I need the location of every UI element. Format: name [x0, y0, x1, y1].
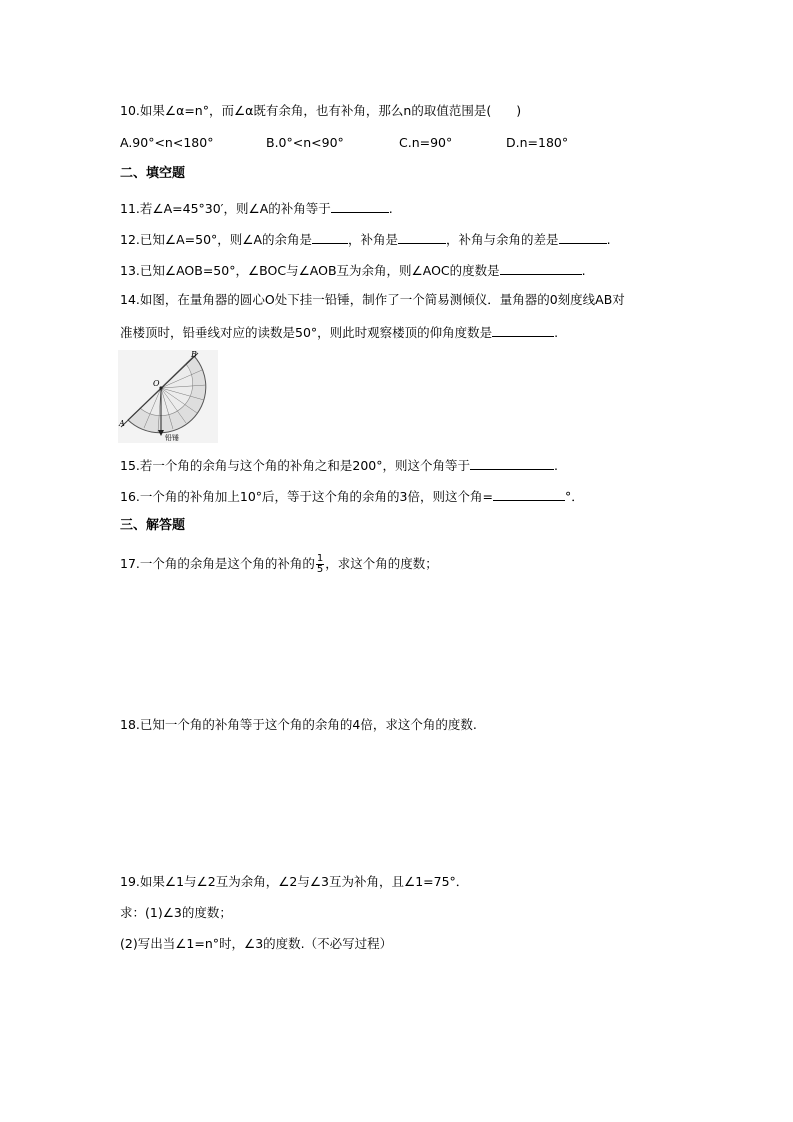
fraction-denominator: 5 — [316, 564, 324, 575]
question-18: 18.已知一个角的补角等于这个角的余角的4倍，求这个角的度数. — [120, 717, 477, 732]
option-b: B.0°<n<90° — [266, 135, 344, 150]
question-12-text: 12.已知∠A=50°，则∠A的余角是 — [120, 232, 313, 247]
question-10-options — [120, 135, 680, 151]
label-plumb: 铅锤 — [165, 434, 179, 442]
question-11-text: 11.若∠A=45°30′，则∠A的补角等于 — [120, 201, 331, 216]
section-fill-in: 二、填空题 — [120, 166, 186, 181]
label-a: A — [119, 419, 125, 428]
question-14-end: . — [554, 325, 559, 340]
answer-blank[interactable] — [493, 487, 565, 501]
question-15-text: 15.若一个角的余角与这个角的补角之和是200°，则这个角等于 — [120, 458, 470, 473]
question-15-end: . — [554, 458, 558, 473]
question-19-line-3: (2)写出当∠1=n°时，∠3的度数.（不必写过程） — [120, 936, 393, 951]
label-b: B — [191, 350, 197, 359]
question-17-end: ，求这个角的度数； — [325, 556, 438, 571]
fraction-one-fifth — [316, 554, 324, 575]
question-12 — [120, 230, 611, 248]
answer-blank[interactable] — [312, 230, 348, 244]
question-14-line-2 — [120, 323, 558, 341]
center-point — [159, 386, 162, 389]
label-o: O — [153, 379, 160, 388]
question-14-text: 准楼顶时，铅垂线对应的读数是50°，则此时观察楼顶的仰角度数是 — [120, 325, 493, 340]
fraction-numerator: 1 — [316, 553, 324, 564]
protractor-figure — [118, 350, 218, 443]
answer-blank[interactable] — [398, 230, 446, 244]
question-17 — [120, 553, 438, 575]
question-11-end: . — [388, 201, 393, 216]
option-a: A.90°<n<180° — [120, 135, 214, 150]
question-11 — [120, 199, 393, 217]
question-19-line-2: 求：(1)∠3的度数； — [120, 905, 232, 920]
answer-blank[interactable] — [559, 230, 607, 244]
question-10 — [120, 103, 521, 119]
question-15 — [120, 456, 558, 474]
answer-blank[interactable] — [331, 199, 389, 213]
question-14-line-1: 14.如图，在量角器的圆心O处下挂一铅锤，制作了一个简易测倾仪．量角器的0刻度线AB对 — [120, 292, 625, 307]
question-13 — [120, 261, 586, 279]
option-d: D.n=180° — [506, 135, 569, 150]
question-17-text: 17.一个角的余角是这个角的补角的 — [120, 556, 315, 571]
question-13-text: 13.已知∠AOB=50°，∠BOC与∠AOB互为余角，则∠AOC的度数是 — [120, 263, 500, 278]
answer-blank[interactable] — [470, 456, 554, 470]
answer-blank[interactable] — [500, 261, 582, 275]
question-12-mid2: ，补角与余角的差是 — [446, 232, 559, 247]
answer-blank[interactable] — [492, 323, 554, 337]
section-solve: 三、解答题 — [120, 518, 186, 533]
question-19-line-1: 19.如果∠1与∠2互为余角，∠2与∠3互为补角，且∠1=75°． — [120, 874, 469, 889]
question-10-text: 10.如果∠α=n°，而∠α既有余角，也有补角，那么n的取值范围是( ) — [120, 103, 522, 118]
question-12-end: . — [606, 232, 611, 247]
question-12-mid1: ，补角是 — [348, 232, 399, 247]
question-16-end: °． — [564, 489, 584, 504]
question-16 — [120, 487, 584, 505]
option-c: C.n=90° — [399, 135, 453, 150]
question-13-end: . — [581, 263, 586, 278]
question-16-text: 16.一个角的补角加上10°后，等于这个角的余角的3倍，则这个角= — [120, 489, 493, 504]
